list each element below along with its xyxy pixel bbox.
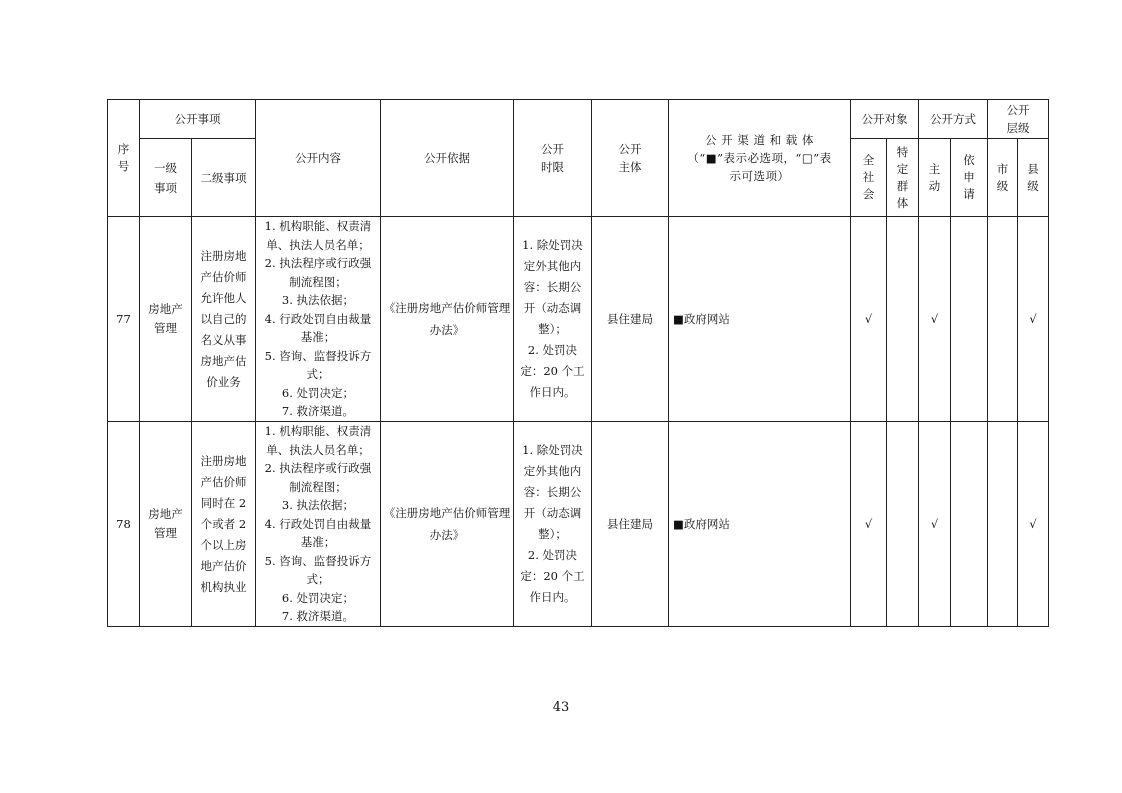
row-method-active: √ <box>919 422 951 627</box>
row-level1: 房地产 管理 <box>140 422 192 627</box>
row-content: 1. 机构职能、权责清 单、执法人员名单； 2. 执法程序或行政强 制流程图； 3. 执法依据； 4. 行政处罚自由裁量 基准； 5. 咨询、监督投诉方 式； 6. 处罚决定； 7. 救济渠道。 <box>256 217 381 422</box>
row-subject: 县住建局 <box>592 422 669 627</box>
header-content: 公开内容 <box>256 100 381 217</box>
header-subject: 公开 主体 <box>592 100 669 217</box>
row-level-city <box>988 422 1018 627</box>
header-level: 公开层级 <box>988 100 1049 139</box>
header-basis: 公开依据 <box>381 100 514 217</box>
header-audience-specific: 特定群体 <box>887 139 919 217</box>
header-method-active: 主动 <box>919 139 951 217</box>
row-audience-specific <box>887 217 919 422</box>
header-level2: 二级事项 <box>192 139 256 217</box>
row-level-county: √ <box>1018 217 1049 422</box>
row-level2: 注册房地 产估价师 允许他人 以自己的 名义从事 房地产估 价业务 <box>192 217 256 422</box>
table-row <box>108 422 1049 627</box>
header-level-city: 市级 <box>988 139 1018 217</box>
row-level-city <box>988 217 1018 422</box>
row-level1: 房地产 管理 <box>140 217 192 422</box>
row-method-request <box>951 422 988 627</box>
header-audience-all: 全社会 <box>851 139 887 217</box>
disclosure-table <box>107 99 1049 627</box>
row-method-active: √ <box>919 217 951 422</box>
row-level2: 注册房地 产估价师 同时在 2 个或者 2 个以上房 地产估价 机构执业 <box>192 422 256 627</box>
header-audience: 公开对象 <box>851 100 919 139</box>
row-subject: 县住建局 <box>592 217 669 422</box>
row-audience-all: √ <box>851 422 887 627</box>
header-channel: 公 开 渠 道 和 载 体 （“■”表示必选项，“□”表 示可选项） <box>669 100 851 217</box>
row-audience-specific <box>887 422 919 627</box>
row-seq: 77 <box>108 217 140 422</box>
header-method-request: 依申请 <box>951 139 988 217</box>
row-content: 1. 机构职能、权责清 单、执法人员名单； 2. 执法程序或行政强 制流程图； 3. 执法依据； 4. 行政处罚自由裁量 基准； 5. 咨询、监督投诉方 式； 6. 处罚决定； 7. 救济渠道。 <box>256 422 381 627</box>
page-number: 43 <box>552 700 570 715</box>
header-seq: 序号 <box>108 100 140 217</box>
header-level1: 一级事项 <box>140 139 192 217</box>
row-time-limit: 1. 除处罚决 定外其他内 容：长期公 开（动态调 整）； 2. 处罚决 定：20 个工 作日内。 <box>514 422 592 627</box>
row-channel: ■政府网站 <box>669 217 851 422</box>
row-basis: 《注册房地产估价师管理办法》 <box>381 217 514 422</box>
header-level-county: 县级 <box>1018 139 1049 217</box>
row-channel: ■政府网站 <box>669 422 851 627</box>
row-level-county: √ <box>1018 422 1049 627</box>
header-row-1 <box>108 100 1049 139</box>
row-seq: 78 <box>108 422 140 627</box>
row-audience-all: √ <box>851 217 887 422</box>
header-items: 公开事项 <box>140 100 256 139</box>
table-row <box>108 217 1049 422</box>
row-time-limit: 1. 除处罚决 定外其他内 容：长期公 开（动态调 整）； 2. 处罚决 定：20 个工 作日内。 <box>514 217 592 422</box>
header-method: 公开方式 <box>919 100 988 139</box>
header-time-limit: 公开 时限 <box>514 100 592 217</box>
row-method-request <box>951 217 988 422</box>
row-basis: 《注册房地产估价师管理办法》 <box>381 422 514 627</box>
